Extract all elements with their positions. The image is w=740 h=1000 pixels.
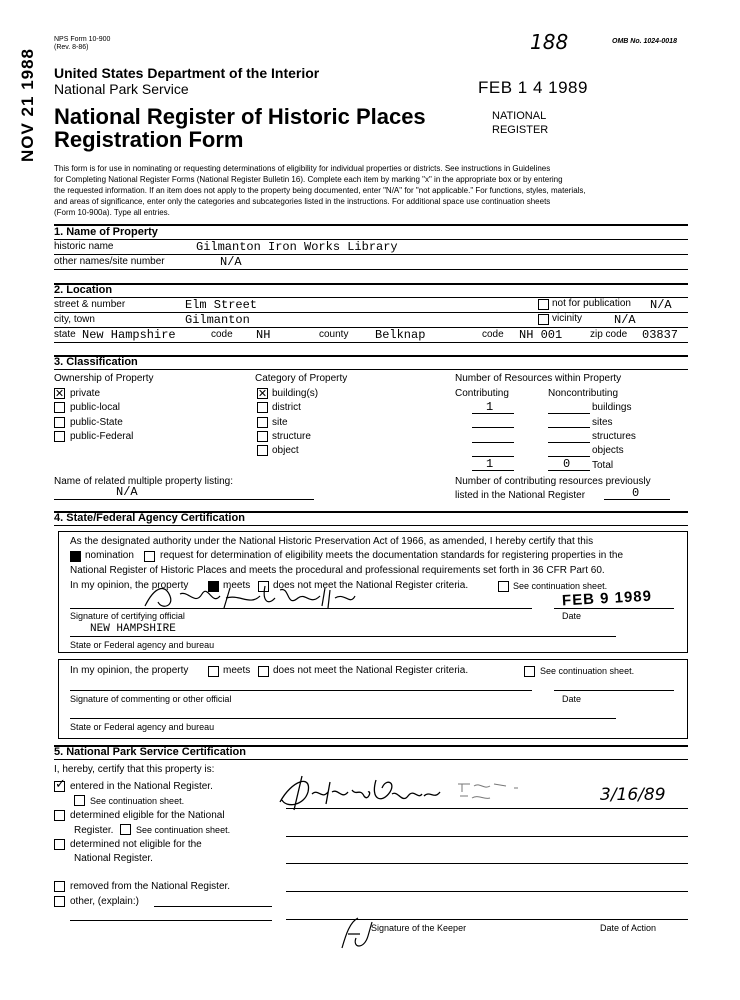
county-label: county <box>319 329 349 340</box>
structure-checkbox[interactable] <box>257 431 268 442</box>
entered-label: entered in the National Register. <box>70 781 213 792</box>
objects-row-label: objects <box>592 445 624 456</box>
multiple-property-label: Name of related multiple property listing: <box>54 476 233 487</box>
rule <box>70 636 616 637</box>
state-code-value: NH <box>256 328 271 342</box>
contributing-header: Contributing <box>455 388 509 399</box>
rule <box>286 808 688 809</box>
rule <box>70 718 616 719</box>
intro-line-5: (Form 10-900a). Type all entries. <box>54 208 170 217</box>
eligible-continuation-checkbox[interactable] <box>120 824 131 835</box>
service-name: National Park Service <box>54 81 189 97</box>
continuation-sheet-checkbox[interactable] <box>498 581 509 592</box>
historic-name-value: Gilmanton Iron Works Library <box>196 240 398 254</box>
other-names-label: other names/site number <box>54 256 165 267</box>
other-names-value: N/A <box>220 255 242 269</box>
rule <box>472 470 514 471</box>
street-label: street & number <box>54 299 126 310</box>
continuation-sheet-label: See continuation sheet. <box>513 581 608 591</box>
rule <box>54 759 688 760</box>
rule <box>548 427 590 428</box>
rule <box>604 499 670 500</box>
street-value: Elm Street <box>185 298 258 312</box>
form-revision: (Rev. 8-86) <box>54 44 89 51</box>
rule <box>548 413 590 414</box>
category-title: Category of Property <box>255 373 348 384</box>
rule <box>548 442 590 443</box>
other-label: other, (explain:) <box>70 896 139 907</box>
keeper-signature-label: Signature of the Keeper <box>371 923 467 933</box>
multiple-property-value: N/A <box>116 485 138 499</box>
zip-label: zip code <box>590 329 628 340</box>
intro-line-1: This form is for use in nominating or requesting determinations of eligibility for individual properties or districts. See instructions in Guidelines <box>54 164 551 173</box>
public-state-label: public-State <box>70 417 123 428</box>
not-eligible-label-1: determined not eligible for the <box>70 839 202 850</box>
comment-does-not-meet-checkbox[interactable] <box>258 666 269 677</box>
section-divider <box>54 355 688 357</box>
cert-paragraph-line-3: National Register of Historic Places and meets the procedural and professional requirements set forth in 36 CFR Part 60. <box>70 565 605 576</box>
county-value: Belknap <box>375 328 426 342</box>
rule <box>54 525 688 526</box>
meets-label: meets <box>223 580 251 591</box>
rule <box>70 608 532 609</box>
section-1-heading: 1. Name of Property <box>54 226 158 238</box>
structure-label: structure <box>272 431 311 442</box>
form-title: National Register of Historic Places <box>54 104 426 129</box>
object-checkbox[interactable] <box>257 445 268 456</box>
removed-label: removed from the National Register. <box>70 881 231 892</box>
action-date-value: 3/16/89 <box>600 785 666 805</box>
county-code-value: NH 001 <box>519 328 563 342</box>
resources-title: Number of Resources within Property <box>455 373 622 384</box>
state-value: New Hampshire <box>82 328 176 342</box>
object-label: object <box>272 445 299 456</box>
received-date-stamp: FEB 1 4 1989 <box>478 78 588 97</box>
state-code-label: code <box>211 329 233 340</box>
city-value: Gilmanton <box>185 313 250 327</box>
check-mark-icon: ✓ <box>55 777 66 792</box>
rule <box>70 920 272 921</box>
vicinity-checkbox[interactable] <box>538 314 549 325</box>
district-label: district <box>272 402 301 413</box>
eligible-continuation-label: See continuation sheet. <box>136 825 231 835</box>
rule <box>548 470 590 471</box>
certification-date-stamp: FEB 9 1989 <box>561 587 653 610</box>
vicinity-value: N/A <box>614 313 636 327</box>
public-federal-checkbox[interactable] <box>54 431 65 442</box>
rule <box>286 863 688 864</box>
certifying-signature-label: Signature of certifying official <box>70 611 185 621</box>
state-label: state <box>54 329 76 340</box>
total-contributing-value: 1 <box>486 457 494 471</box>
form-subtitle: Registration Form <box>54 127 244 152</box>
previously-listed-label-2: listed in the National Register <box>455 490 586 501</box>
buildings-contributing-value: 1 <box>486 400 494 414</box>
rule <box>554 690 674 691</box>
comment-meets-label: meets <box>223 665 251 676</box>
rule <box>54 312 688 313</box>
commenting-signature-label: Signature of commenting or other official <box>70 694 232 704</box>
rule <box>472 442 514 443</box>
side-date-stamp: NOV 21 1988 <box>18 47 37 162</box>
register-stamp-line2: REGISTER <box>492 124 549 136</box>
section-3-heading: 3. Classification <box>54 356 138 368</box>
cert-paragraph-line-2: request for determination of eligibility meets the documentation standards for registering properties in the <box>160 550 624 561</box>
historic-name-label: historic name <box>54 241 114 252</box>
determined-eligible-label-1: determined eligible for the National <box>70 810 225 821</box>
public-federal-label: public-Federal <box>70 431 134 442</box>
not-for-publication-label: not for publication <box>552 298 631 309</box>
comment-opinion-label: In my opinion, the property <box>70 665 189 676</box>
section-divider <box>54 283 688 285</box>
site-checkbox[interactable] <box>257 417 268 428</box>
state-agency-value: NEW HAMPSHIRE <box>90 623 176 635</box>
total-row-label: Total <box>592 460 614 471</box>
structures-row-label: structures <box>592 431 636 442</box>
stamp-number: 188 <box>530 30 569 54</box>
rule <box>286 836 688 837</box>
not-eligible-label-2: National Register. <box>74 853 153 864</box>
vicinity-label: vicinity <box>552 313 583 324</box>
register-stamp-line1: NATIONAL <box>492 110 547 122</box>
nps-cert-intro: I, hereby, certify that this property is: <box>54 764 215 775</box>
section-5-heading: 5. National Park Service Certification <box>54 746 246 758</box>
form-number: NPS Form 10-900 <box>54 36 111 43</box>
building-label: building(s) <box>272 388 319 399</box>
omb-number: OMB No. 1024-0018 <box>612 38 677 45</box>
county-code-label: code <box>482 329 504 340</box>
comment-continuation-label: See continuation sheet. <box>540 666 635 676</box>
zip-value: 03837 <box>642 328 679 342</box>
rule <box>54 254 688 255</box>
noncontributing-header: Noncontributing <box>548 388 619 399</box>
keeper-signature <box>272 770 462 816</box>
rule <box>472 427 514 428</box>
district-checkbox[interactable] <box>257 402 268 413</box>
section-4-heading: 4. State/Federal Agency Certification <box>54 512 245 524</box>
date-of-action-label: Date of Action <box>600 923 657 933</box>
certifying-date-label: Date <box>562 611 582 621</box>
buildings-row-label: buildings <box>592 402 632 413</box>
city-label: city, town <box>54 314 95 325</box>
nomination-checkbox[interactable] <box>70 551 81 562</box>
intro-line-2: for Completing National Register Forms (National Register Bulletin 16). Complete each item by marking "x" in the appropriate box or by entering <box>54 175 563 184</box>
section-2-heading: 2. Location <box>54 284 113 296</box>
rule <box>54 499 314 500</box>
initials-mark <box>336 914 376 954</box>
not-for-publication-value: N/A <box>650 298 672 312</box>
rule <box>70 690 532 691</box>
removed-checkbox[interactable] <box>54 881 65 892</box>
public-local-checkbox[interactable] <box>54 402 65 413</box>
intro-line-3: the requested information. If an item does not apply to the property being documented, enter "N/A" for "not applicable." For functions, styles, materials, <box>54 186 586 195</box>
ownership-title: Ownership of Property <box>54 373 154 384</box>
certifying-signature <box>140 576 360 616</box>
does-not-meet-label: does not meet the National Register criteria. <box>273 580 469 591</box>
rule <box>472 413 514 414</box>
determined-eligible-checkbox[interactable] <box>54 810 65 821</box>
public-state-checkbox[interactable] <box>54 417 65 428</box>
keeper-title-scribble <box>454 778 534 806</box>
rule <box>286 891 688 892</box>
comment-meets-checkbox[interactable] <box>208 666 219 677</box>
rule <box>54 342 688 343</box>
commenting-date-label: Date <box>562 694 582 704</box>
nomination-label: nomination <box>85 550 134 561</box>
state-agency-label: State or Federal agency and bureau <box>70 640 215 650</box>
comment-does-not-meet-label: does not meet the National Register criteria. <box>273 665 469 676</box>
commenting-agency-label: State or Federal agency and bureau <box>70 722 215 732</box>
rule <box>554 608 674 609</box>
intro-line-4: and areas of significance, enter only the categories and subcategories listed in the instructions. For additional space use continuation sheets <box>54 197 551 206</box>
not-eligible-checkbox[interactable] <box>54 839 65 850</box>
public-local-label: public-local <box>70 402 121 413</box>
request-determination-checkbox[interactable] <box>144 551 155 562</box>
rule <box>54 269 688 270</box>
total-noncontributing-value: 0 <box>563 457 571 471</box>
rule <box>54 369 688 370</box>
other-checkbox[interactable] <box>54 896 65 907</box>
site-label: site <box>272 417 288 428</box>
previously-listed-value: 0 <box>632 486 640 500</box>
x-mark-icon: ✕ <box>54 387 65 400</box>
cert-paragraph-line-1: As the designated authority under the National Historic Preservation Act of 1966, as amended, I hereby certify that this <box>70 536 594 547</box>
previously-listed-label-1: Number of contributing resources previously <box>455 476 651 487</box>
entered-continuation-label: See continuation sheet. <box>90 796 185 806</box>
x-mark-icon: ✕ <box>257 387 268 400</box>
department-name: United States Department of the Interior <box>54 65 320 81</box>
not-for-publication-checkbox[interactable] <box>538 299 549 310</box>
comment-continuation-checkbox[interactable] <box>524 666 535 677</box>
private-label: private <box>70 388 101 399</box>
opinion-label: In my opinion, the property <box>70 580 189 591</box>
entered-continuation-checkbox[interactable] <box>74 795 85 806</box>
determined-eligible-label-2: Register. <box>74 825 114 836</box>
rule <box>154 906 272 907</box>
sites-row-label: sites <box>592 417 613 428</box>
